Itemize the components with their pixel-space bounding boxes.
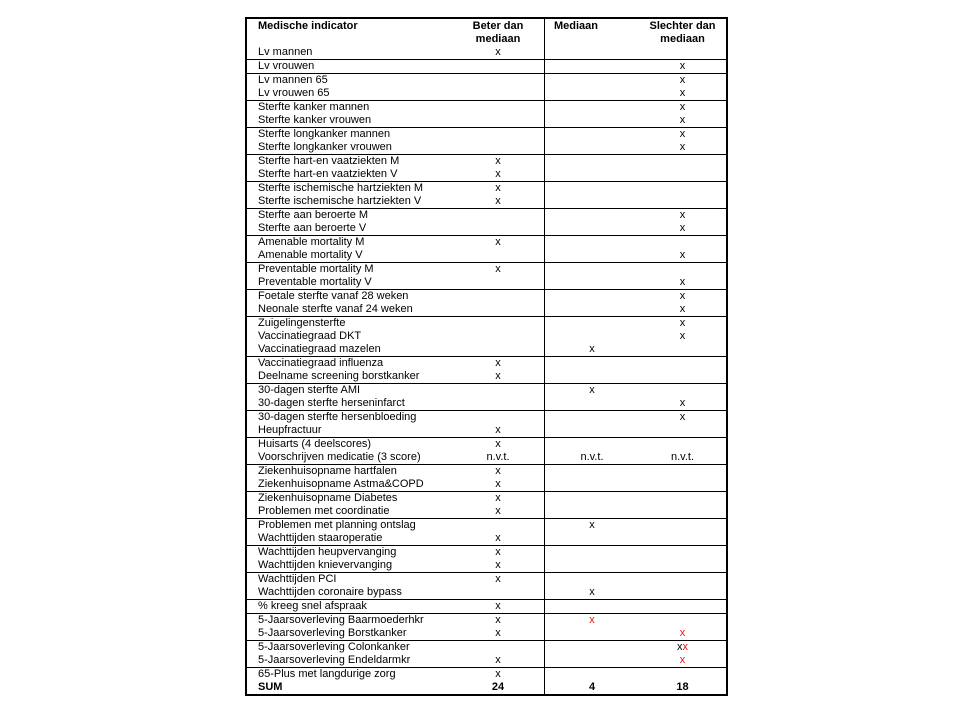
mediaan-cell [544, 357, 639, 370]
table-row [247, 74, 726, 87]
beter-cell: x [495, 559, 501, 571]
slechter-cell [639, 155, 726, 168]
slechter-cell [639, 343, 726, 356]
mediaan-cell [544, 222, 639, 235]
slechter-cell [639, 182, 726, 195]
mediaan-cell [544, 276, 639, 289]
indicator-label: % kreeg snel afspraak [258, 600, 367, 612]
table-row [247, 290, 726, 303]
mediaan-cell [544, 46, 639, 59]
table-row [247, 182, 726, 195]
beter-cell: x [495, 195, 501, 207]
indicator-label: Sterfte longkanker mannen [258, 128, 391, 140]
table-row [247, 357, 726, 370]
indicator-label: 30-dagen sterfte hersenbloeding [258, 411, 417, 423]
slechter-cell [639, 465, 726, 478]
slechter-cell [639, 195, 726, 208]
mediaan-cell [544, 60, 639, 73]
mediaan-cell [544, 505, 639, 518]
beter-cell [452, 317, 544, 330]
indicator-label: Lv mannen [258, 46, 313, 58]
indicator-table-body [247, 46, 726, 694]
table-row [247, 519, 726, 532]
table-row [247, 114, 726, 127]
indicator-label: 65-Plus met langdurige zorg [258, 668, 396, 680]
slechter-cell [639, 600, 726, 613]
slechter-cell: x [679, 60, 686, 72]
table-group [247, 437, 726, 464]
mediaan-cell [544, 559, 639, 572]
table-row [247, 155, 726, 168]
slechter-cell: x [679, 222, 686, 234]
indicator-label: Amenable mortality M [258, 236, 365, 248]
beter-cell [452, 209, 544, 222]
table-row [247, 303, 726, 316]
beter-cell [452, 290, 544, 303]
mediaan-cell [544, 546, 639, 559]
table-group [247, 356, 726, 383]
table-group [247, 100, 726, 127]
red-x-mark: x [682, 641, 688, 653]
red-x-mark: x [679, 654, 686, 666]
slechter-cell [639, 559, 726, 572]
beter-cell: 24 [491, 681, 505, 693]
table-row [247, 397, 726, 410]
table-group [247, 383, 726, 410]
table-group [247, 464, 726, 491]
beter-cell: x [495, 155, 501, 167]
beter-cell [452, 330, 544, 343]
mediaan-cell [544, 573, 639, 586]
indicator-label: Wachttijden PCI [258, 573, 337, 585]
indicator-label: 5-Jaarsoverleving Endeldarmkr [258, 654, 411, 666]
table-group [247, 59, 726, 73]
mediaan-cell [544, 614, 639, 627]
slechter-cell: x [679, 141, 686, 153]
indicator-label: Sterfte hart-en vaatziekten M [258, 155, 400, 167]
slechter-cell: x [679, 114, 686, 126]
table-group [247, 491, 726, 518]
table-group [247, 235, 726, 262]
mediaan-cell [544, 424, 639, 437]
slechter-cell [639, 46, 726, 59]
table-group [247, 154, 726, 181]
table-group [247, 289, 726, 316]
table-group [247, 572, 726, 599]
mediaan-cell [544, 438, 639, 451]
table-group [247, 667, 726, 694]
mediaan-cell [544, 627, 639, 640]
slechter-cell: x [679, 128, 686, 140]
table-row [247, 330, 726, 343]
table-row [247, 343, 726, 356]
table-header-row [247, 19, 726, 46]
mediaan-cell [544, 249, 639, 262]
mediaan-cell [544, 128, 639, 141]
table-row [247, 546, 726, 559]
slechter-cell [639, 627, 726, 640]
table-group [247, 613, 726, 640]
beter-cell: x [495, 546, 501, 558]
beter-cell [452, 586, 544, 599]
indicator-label: 5-Jaarsoverleving Baarmoederhkr [258, 614, 424, 626]
slechter-cell: x [679, 411, 686, 423]
table-group [247, 73, 726, 100]
mediaan-cell [544, 465, 639, 478]
beter-cell [452, 60, 544, 73]
mediaan-cell [544, 141, 639, 154]
beter-cell: x [495, 263, 501, 275]
indicator-label: Vaccinatiegraad DKT [258, 330, 362, 342]
indicator-label: Ziekenhuisopname Astma&COPD [258, 478, 424, 490]
mediaan-cell [544, 290, 639, 303]
beter-cell: x [495, 654, 501, 666]
beter-cell: x [495, 424, 501, 436]
table-row [247, 317, 726, 330]
mediaan-cell [544, 641, 639, 654]
slechter-cell: x [679, 87, 686, 99]
indicator-label: Preventable mortality V [258, 276, 372, 288]
table-row [247, 141, 726, 154]
indicator-label: 30-dagen sterfte AMI [258, 384, 361, 396]
beter-cell: x [495, 370, 501, 382]
beter-cell [452, 141, 544, 154]
beter-cell: x [495, 600, 501, 612]
indicator-label: Sterfte ischemische hartziekten M [258, 182, 424, 194]
table-row [247, 60, 726, 73]
table-group [247, 545, 726, 572]
slechter-cell [639, 424, 726, 437]
table-row [247, 465, 726, 478]
indicator-label: Amenable mortality V [258, 249, 363, 261]
mediaan-cell [544, 155, 639, 168]
beter-cell: x [495, 573, 501, 585]
beter-cell [452, 519, 544, 532]
slechter-cell [639, 236, 726, 249]
slechter-cell: 18 [676, 681, 689, 693]
beter-cell [452, 303, 544, 316]
header-slechter-dan-mediaan: Slechter dan mediaan [649, 20, 716, 45]
mediaan-cell [544, 182, 639, 195]
beter-cell: x [495, 236, 501, 248]
slechter-cell: x [679, 397, 686, 409]
slechter-cell [639, 532, 726, 545]
table-row [247, 370, 726, 383]
table-row [247, 492, 726, 505]
slechter-cell: x [679, 249, 686, 261]
table-row [247, 627, 726, 640]
mediaan-cell [544, 236, 639, 249]
indicator-label: Sterfte aan beroerte V [258, 222, 367, 234]
slechter-cell [639, 438, 726, 451]
beter-cell [452, 397, 544, 410]
table-row [247, 586, 726, 599]
table-row [247, 505, 726, 518]
mediaan-cell [544, 668, 639, 681]
table-group [247, 640, 726, 667]
beter-cell: x [495, 182, 501, 194]
table-row [247, 384, 726, 397]
table-row [247, 600, 726, 613]
mediaan-cell: n.v.t. [544, 451, 639, 464]
table-row [247, 424, 726, 437]
table-row [247, 168, 726, 181]
header-beter-dan-mediaan: Beter dan mediaan [472, 20, 524, 45]
table-row [247, 681, 726, 694]
indicator-label: Foetale sterfte vanaf 28 weken [258, 290, 409, 302]
table-row [247, 451, 726, 464]
slechter-cell: x [679, 209, 686, 221]
slechter-cell: x [679, 290, 686, 302]
beter-cell: x [495, 357, 501, 369]
mediaan-cell [544, 114, 639, 127]
indicator-label: Sterfte kanker vrouwen [258, 114, 372, 126]
beter-cell [452, 101, 544, 114]
red-x-mark: x [589, 614, 595, 626]
mediaan-cell: 4 [544, 681, 639, 694]
slechter-cell [639, 654, 726, 667]
table-row [247, 87, 726, 100]
indicator-label: Heupfractuur [258, 424, 322, 436]
table-group [247, 262, 726, 289]
medical-indicator-table [245, 17, 728, 696]
table-row [247, 249, 726, 262]
header-mediaan: Mediaan [544, 19, 639, 46]
indicator-label: Sterfte kanker mannen [258, 101, 370, 113]
beter-cell: x [495, 465, 501, 477]
slechter-cell [639, 168, 726, 181]
indicator-label: Ziekenhuisopname hartfalen [258, 465, 397, 477]
slechter-cell [639, 519, 726, 532]
beter-cell [452, 276, 544, 289]
beter-cell: x [495, 492, 501, 504]
beter-cell: x [495, 478, 501, 490]
slechter-cell: x [679, 276, 686, 288]
indicator-label: Vaccinatiegraad mazelen [258, 343, 381, 355]
mediaan-cell: x [544, 384, 639, 397]
beter-cell: x [495, 614, 501, 626]
indicator-label: Lv mannen 65 [258, 74, 328, 86]
beter-cell: x [495, 668, 501, 680]
table-row [247, 478, 726, 491]
slechter-cell [639, 586, 726, 599]
mediaan-cell: x [544, 586, 639, 599]
mediaan-cell: x [544, 343, 639, 356]
mediaan-cell [544, 478, 639, 491]
indicator-label: Lv vrouwen 65 [258, 87, 330, 99]
slechter-cell [639, 546, 726, 559]
slechter-cell: n.v.t. [670, 451, 695, 463]
slechter-cell: x [679, 317, 686, 329]
indicator-label: Neonale sterfte vanaf 24 weken [258, 303, 413, 315]
indicator-label: Vaccinatiegraad influenza [258, 357, 384, 369]
beter-cell: x [495, 46, 501, 58]
table-row [247, 559, 726, 572]
mediaan-cell [544, 532, 639, 545]
mediaan-cell [544, 654, 639, 667]
mediaan-cell [544, 600, 639, 613]
indicator-label: Preventable mortality M [258, 263, 374, 275]
beter-cell: x [495, 168, 501, 180]
mediaan-cell [544, 397, 639, 410]
beter-cell [452, 641, 544, 654]
table-row [247, 222, 726, 235]
slechter-cell [639, 478, 726, 491]
table-row [247, 641, 726, 654]
slechter-cell: x [679, 330, 686, 342]
table-row [247, 668, 726, 681]
beter-cell [452, 343, 544, 356]
table-group [247, 127, 726, 154]
slechter-cell [639, 505, 726, 518]
mediaan-cell [544, 87, 639, 100]
indicator-label: Sterfte longkanker vrouwen [258, 141, 392, 153]
table-group [247, 181, 726, 208]
beter-cell [452, 411, 544, 424]
slechter-cell [639, 668, 726, 681]
table-row [247, 532, 726, 545]
slechter-cell [639, 573, 726, 586]
slechter-cell [639, 357, 726, 370]
x-mark: x [677, 641, 683, 653]
indicator-label: 5-Jaarsoverleving Borstkanker [258, 627, 407, 639]
mediaan-cell [544, 101, 639, 114]
indicator-label: Problemen met coordinatie [258, 505, 390, 517]
mediaan-cell: x [544, 519, 639, 532]
table-group [247, 410, 726, 437]
slechter-cell [639, 641, 726, 654]
slechter-cell: x [679, 101, 686, 113]
beter-cell [452, 128, 544, 141]
beter-cell [452, 384, 544, 397]
slechter-cell: x [679, 303, 686, 315]
table-group [247, 599, 726, 613]
table-row [247, 438, 726, 451]
red-x-mark: x [679, 627, 686, 639]
beter-cell: x [495, 438, 501, 450]
beter-cell: n.v.t. [486, 451, 510, 463]
table-row [247, 209, 726, 222]
indicator-label: Wachttijden coronaire bypass [258, 586, 402, 598]
indicator-label: Wachttijden knievervanging [258, 559, 393, 571]
header-medische-indicator: Medische indicator [258, 20, 358, 32]
mediaan-cell [544, 263, 639, 276]
mediaan-cell [544, 209, 639, 222]
slechter-cell [639, 492, 726, 505]
indicator-label: Sterfte aan beroerte M [258, 209, 369, 221]
beter-cell [452, 222, 544, 235]
table-row [247, 573, 726, 586]
table-row [247, 195, 726, 208]
beter-cell [452, 114, 544, 127]
table-row [247, 614, 726, 627]
mediaan-cell [544, 411, 639, 424]
mediaan-cell [544, 303, 639, 316]
table-row [247, 46, 726, 59]
indicator-label: Voorschrijven medicatie (3 score) [258, 451, 421, 463]
table-row [247, 236, 726, 249]
beter-cell: x [495, 627, 501, 639]
indicator-label: Sterfte hart-en vaatziekten V [258, 168, 398, 180]
slechter-cell [639, 384, 726, 397]
beter-cell [452, 87, 544, 100]
mediaan-cell [544, 195, 639, 208]
mediaan-cell [544, 168, 639, 181]
table-row [247, 654, 726, 667]
table-group [247, 208, 726, 235]
slechter-cell [639, 614, 726, 627]
indicator-label: Sterfte ischemische hartziekten V [258, 195, 422, 207]
indicator-label: Ziekenhuisopname Diabetes [258, 492, 398, 504]
mediaan-cell [544, 330, 639, 343]
slechter-cell: x [679, 74, 686, 86]
slechter-cell [639, 263, 726, 276]
indicator-label: Wachttijden staaroperatie [258, 532, 383, 544]
table-row [247, 128, 726, 141]
slechter-cell [639, 370, 726, 383]
indicator-label: 30-dagen sterfte herseninfarct [258, 397, 405, 409]
table-row [247, 276, 726, 289]
mediaan-cell [544, 492, 639, 505]
indicator-label: SUM [258, 681, 283, 693]
mediaan-cell [544, 74, 639, 87]
table-row [247, 101, 726, 114]
beter-cell [452, 249, 544, 262]
mediaan-cell [544, 317, 639, 330]
beter-cell [452, 74, 544, 87]
table-row [247, 411, 726, 424]
indicator-label: Zuigelingensterfte [258, 317, 346, 329]
indicator-label: 5-Jaarsoverleving Colonkanker [258, 641, 410, 653]
indicator-label: Wachttijden heupvervanging [258, 546, 397, 558]
indicator-label: Problemen met planning ontslag [258, 519, 416, 531]
table-group [247, 316, 726, 356]
table-group [247, 46, 726, 59]
indicator-label: Lv vrouwen [258, 60, 315, 72]
beter-cell: x [495, 505, 501, 517]
indicator-label: Huisarts (4 deelscores) [258, 438, 372, 450]
table-group [247, 518, 726, 545]
beter-cell: x [495, 532, 501, 544]
indicator-label: Deelname screening borstkanker [258, 370, 420, 382]
mediaan-cell [544, 370, 639, 383]
table-row [247, 263, 726, 276]
